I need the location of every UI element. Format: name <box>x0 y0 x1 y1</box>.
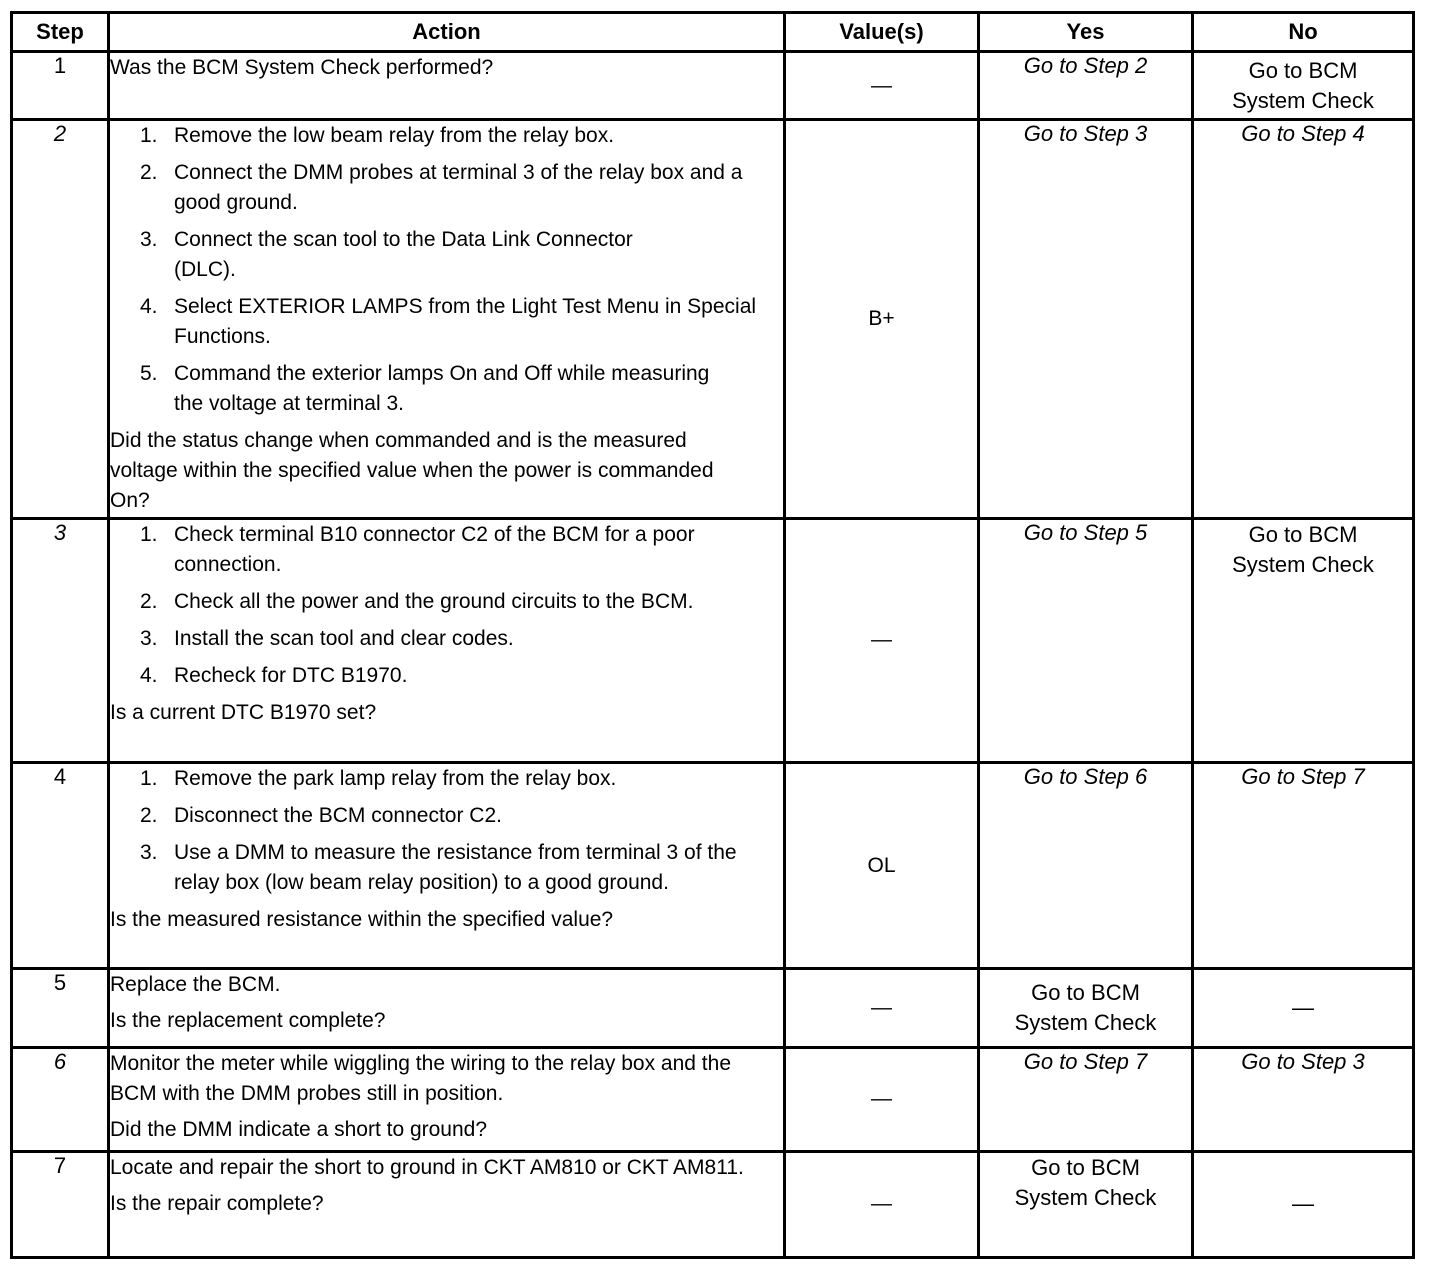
value-text: OL <box>867 853 896 877</box>
yes-cell <box>979 52 1193 120</box>
action-cell <box>109 52 785 120</box>
no-text: Go to Step 3 <box>1241 1048 1365 1074</box>
value-cell <box>785 52 979 120</box>
action-question: Is a current DTC B1970 set? <box>110 700 377 724</box>
yes-cell <box>979 1047 1193 1151</box>
table-row <box>12 518 1414 762</box>
value-cell <box>785 763 979 969</box>
action-cell <box>109 1151 785 1257</box>
no-text: — <box>1292 1191 1314 1217</box>
action-list <box>110 121 783 419</box>
list-item: 4. Recheck for DTC B1970. <box>140 663 408 687</box>
step-number: 5 <box>12 969 109 1047</box>
yes-cell <box>979 969 1193 1047</box>
value-cell <box>785 1047 979 1151</box>
value-text: — <box>871 996 892 1020</box>
yes-text: Go to Step 6 <box>1023 764 1148 790</box>
list-item: 3. Connect the scan tool to the Data Link Connector (DLC). <box>140 228 633 282</box>
no-cell <box>1193 52 1414 120</box>
header-step: Step <box>12 13 109 52</box>
no-cell <box>1193 969 1414 1047</box>
action-question: Is the replacement complete? <box>110 1009 386 1033</box>
no-text: Go to BCM System Check <box>1232 521 1374 577</box>
no-cell <box>1193 120 1414 519</box>
no-text: Go to BCM System Check <box>1232 57 1374 113</box>
action-question: Was the BCM System Check performed? <box>110 56 494 79</box>
yes-cell <box>979 763 1193 969</box>
value-text: — <box>871 1087 892 1111</box>
action-question: Is the measured resistance within the specified value? <box>110 908 614 932</box>
list-item: 1. Remove the park lamp relay from the relay box. <box>140 767 617 791</box>
action-list <box>110 764 783 898</box>
action-cell <box>109 518 785 762</box>
step-number: 7 <box>12 1151 109 1257</box>
yes-cell <box>979 1151 1193 1257</box>
action-question: Did the DMM indicate a short to ground? <box>110 1117 488 1141</box>
list-item: 1. Check terminal B10 connector C2 of the BCM for a poor connection. <box>140 522 695 576</box>
value-text: — <box>871 73 892 97</box>
table-row <box>12 120 1414 519</box>
action-question: Is the repair complete? <box>110 1191 324 1215</box>
list-item: 2. Connect the DMM probes at terminal 3 of the relay box and a good ground. <box>140 161 743 215</box>
yes-text: Go to BCM System Check <box>1014 980 1157 1036</box>
action-text: Monitor the meter while wiggling the wiring to the relay box and the BCM with the DMM probes still in position. <box>110 1051 731 1105</box>
no-cell <box>1193 1151 1414 1257</box>
header-row <box>12 13 1414 52</box>
list-item: 3. Install the scan tool and clear codes. <box>140 626 514 650</box>
value-cell <box>785 969 979 1047</box>
header-values: Value(s) <box>785 13 979 52</box>
list-item: 1. Remove the low beam relay from the relay box. <box>140 124 615 148</box>
no-cell <box>1193 518 1414 762</box>
table-row <box>12 763 1414 969</box>
table-row <box>12 52 1414 120</box>
table-row <box>12 1151 1414 1257</box>
action-text: Locate and repair the short to ground in CKT AM810 or CKT AM811. <box>110 1155 744 1179</box>
list-item: 5. Command the exterior lamps On and Off while measuring the voltage at terminal 3. <box>140 362 710 416</box>
value-text: — <box>871 1192 892 1216</box>
list-item: 4. Select EXTERIOR LAMPS from the Light Test Menu in Special Functions. <box>140 295 757 349</box>
yes-text: Go to Step 2 <box>1023 53 1148 78</box>
step-number: 3 <box>12 518 109 762</box>
step-number: 6 <box>12 1047 109 1151</box>
yes-text: Go to Step 7 <box>1023 1048 1148 1074</box>
value-cell <box>785 1151 979 1257</box>
header-action: Action <box>109 13 785 52</box>
no-text: Go to Step 7 <box>1241 764 1365 790</box>
action-cell <box>109 763 785 969</box>
list-item: 2. Disconnect the BCM connector C2. <box>140 804 502 828</box>
table-row <box>12 1047 1414 1151</box>
yes-text: Go to Step 3 <box>1023 121 1148 147</box>
yes-cell <box>979 120 1193 519</box>
step-number: 1 <box>12 52 109 120</box>
header-no: No <box>1193 13 1414 52</box>
no-cell <box>1193 1047 1414 1151</box>
value-cell <box>785 120 979 519</box>
no-text: Go to Step 4 <box>1241 121 1365 147</box>
value-cell <box>785 518 979 762</box>
step-number: 4 <box>12 763 109 969</box>
no-text: — <box>1292 995 1314 1021</box>
action-text: Replace the BCM. <box>110 973 281 997</box>
list-item: 3. Use a DMM to measure the resistance from terminal 3 of the relay box (low beam relay position) to a good ground. <box>140 841 737 895</box>
value-text: B+ <box>868 306 895 330</box>
list-item: 2. Check all the power and the ground circuits to the BCM. <box>140 589 694 613</box>
no-cell <box>1193 763 1414 969</box>
value-text: — <box>871 628 892 652</box>
table-row <box>12 969 1414 1047</box>
action-cell <box>109 120 785 519</box>
yes-text: Go to BCM System Check <box>1014 1154 1157 1210</box>
action-list <box>110 520 783 691</box>
action-cell <box>109 969 785 1047</box>
yes-text: Go to Step 5 <box>1023 519 1148 545</box>
action-question: Did the status change when commanded and is the measured voltage within the specified value when the power is commanded On? <box>110 429 714 513</box>
yes-cell <box>979 518 1193 762</box>
diagnostic-table <box>10 11 1415 1259</box>
step-number: 2 <box>12 120 109 519</box>
action-cell <box>109 1047 785 1151</box>
header-yes: Yes <box>979 13 1193 52</box>
